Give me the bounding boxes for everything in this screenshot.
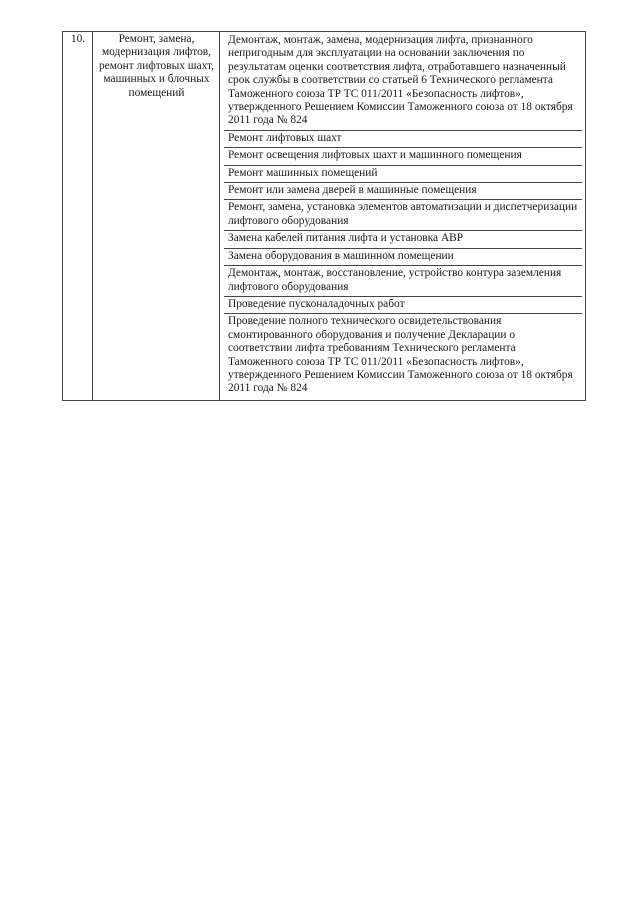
work-item: Демонтаж, монтаж, восстановление, устройство контура заземления лифтового оборудования: [224, 266, 582, 297]
work-item: Демонтаж, монтаж, замена, модернизация лифта, признанного непригодным для эксплуатации на основании заключения по результатам оценки соответствия лифта, отработавшего назначенный срок службы в соответствии со статьей 6 Технического регламента Таможенного союза ТР ТС 011/2011 «Безопасность лифтов», утвержденного Решением Комиссии Таможенного союза от 18 октября 2011 года № 824: [224, 33, 582, 131]
work-items-list: [224, 33, 582, 398]
work-item: Проведение полного технического освидетельствования смонтированного оборудования и получение Декларации о соответствии лифта требованиям Технического регламента Таможенного союза ТР ТС 011/2011 «Безопасность лифтов», утвержденного Решением Комиссии Таможенного союза от 18 октября 2011 года № 824: [228, 315, 573, 395]
row-number: 10.: [63, 32, 93, 401]
work-item: Ремонт, замена, установка элементов автоматизации и диспетчеризации лифтового оборудования: [224, 200, 582, 231]
works-table: [62, 31, 586, 401]
work-item: Замена кабелей питания лифта и установка АВР: [224, 231, 582, 248]
work-item: Проведение пусконаладочных работ: [224, 297, 582, 314]
work-item: Замена оборудования в машинном помещении: [224, 249, 582, 266]
work-items-cell: [220, 32, 586, 401]
work-category: Ремонт, замена, модернизация лифтов, ремонт лифтовых шахт, машинных и блочных помещений: [93, 32, 220, 401]
work-item: Ремонт или замена дверей в машинные помещения: [224, 183, 582, 200]
table-row: [63, 32, 586, 401]
work-item: Ремонт машинных помещений: [224, 166, 582, 183]
work-item: Ремонт лифтовых шахт: [224, 131, 582, 148]
work-item: Ремонт освещения лифтовых шахт и машинного помещения: [224, 148, 582, 165]
